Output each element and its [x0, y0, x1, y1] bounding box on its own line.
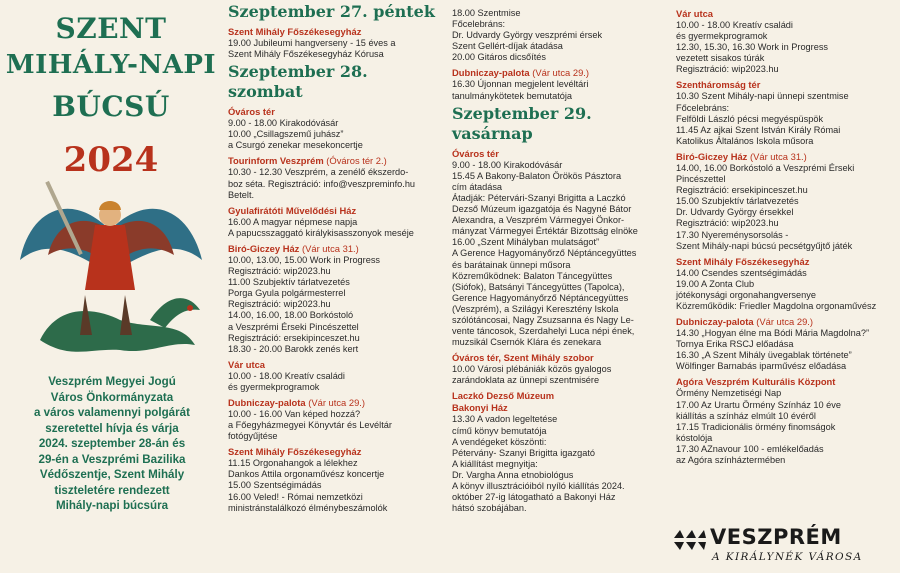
invite-line: Veszprém Megyei Jogú [48, 375, 176, 388]
venue-name: Óváros tér [228, 106, 275, 118]
venue-heading [228, 446, 440, 458]
venue-name: Óváros tér [452, 147, 499, 159]
venue-name: Laczkó Dezső Múzeum [452, 390, 555, 402]
program-line: 19.00 A Zonta Club [676, 278, 755, 289]
program-line: fotógyűjtése [228, 431, 278, 442]
crown-icon [672, 526, 708, 556]
venue-name: Szent Mihály Főszékesegyház [228, 26, 362, 37]
poster-left-panel [0, 0, 222, 573]
program-line: 15.45 A Bakony-Balaton Örökös Pásztora [452, 170, 622, 181]
program-line: 9.00 - 18.00 Kirakodóvásár [452, 159, 563, 170]
program-line: Szent Mihály Főszékesegyház Kórusa [228, 49, 384, 60]
venue-name: Dubniczay-palota [452, 67, 530, 79]
program-line: mányzat Vármegyei Értéktár Bizottság elnöke [452, 226, 638, 237]
program-line: Katolikus Általános Iskola műsora [676, 135, 814, 146]
venue-address: (Vár utca 31.) [299, 242, 359, 254]
invite-line: tiszteletére rendezett [54, 483, 170, 497]
venue-name: Biró-Giczey Ház [228, 242, 300, 254]
program-line: 16.30 „A Szent Mihály üvegablak története” [676, 350, 852, 361]
program-line: Átadják: Pétervári-Szanyi Brigitta a Laczkó [452, 192, 626, 203]
venue-heading [228, 106, 440, 118]
program-line: 15.00 Szentségimádás [228, 480, 322, 491]
venue-address: (Vár utca 31.) [747, 150, 807, 162]
venue-address: (Vár utca 29.) [753, 316, 814, 328]
program-line: és barátainak ünnepi műsora [452, 259, 571, 270]
program-line: jótékonysági orgonahangversenye [676, 289, 816, 300]
program-line: a Veszprémi Érseki Pincészettel [228, 321, 359, 332]
program-line: Tornya Erika RSCJ előadása [676, 339, 794, 350]
program-line: című könyv bemutatója [452, 425, 547, 436]
program-line: Dr. Vargha Anna etnobiológus [452, 469, 574, 480]
program-line: 14.00, 16.00, 18.00 Borkóstoló [228, 310, 354, 321]
venue-heading [676, 316, 896, 328]
venue-name: Biró-Giczey Ház [676, 150, 748, 162]
venue-heading [676, 256, 896, 268]
program-line: Regisztráció: ersekipinceszet.hu [228, 332, 360, 343]
program-line: Regisztráció: wip2023.hu [228, 299, 331, 310]
program-line: Közreműködik: Friedler Magdolna orgonaművész [676, 300, 877, 311]
program-line: A Gerence Hagyományőrző Néptáncegyüttes [452, 248, 637, 259]
venue-heading [452, 390, 662, 402]
program-line: Közreműködnek: Balaton Táncegyüttes [452, 270, 613, 281]
venue-heading [228, 243, 440, 255]
program-line: 12.30, 15.30, 16.30 Work in Progress [676, 42, 829, 53]
invitation-text [14, 374, 210, 514]
program-line: 10.00 Városi plébániák közös gyalogos [452, 364, 612, 375]
program-line: ministránstalálkozó élménybeszámolók [228, 502, 388, 513]
poster-title-line-2: MIHÁLY-NAPI [5, 50, 217, 80]
invite-line: Város Önkormányzata [50, 390, 174, 404]
invite-line: 2024. szeptember 28-án és [38, 437, 186, 450]
venue-name: Vár utca [676, 8, 713, 19]
poster-title-line-3: BÚCSÚ [52, 90, 170, 123]
program-line: Szent Mihály-napi búcsú pecsétgyűjtő játék [676, 240, 853, 251]
venue-heading [228, 26, 440, 38]
venue-address: (Vár utca 29.) [529, 67, 590, 79]
venue-heading [676, 8, 896, 20]
venue-heading [676, 79, 896, 91]
venue-name: Szent Mihály Főszékesegyház [228, 446, 362, 458]
venue-name: Bakonyi Ház [452, 402, 508, 414]
program-line: (Veszprém), a Szilágyi Keresztény Iskola [452, 303, 619, 314]
program-line: 16.00 A magyar népmese napja [228, 216, 358, 227]
archangel-michael-illustration [0, 170, 222, 370]
program-line: Regisztráció: wip2023.hu [228, 266, 331, 277]
invite-line: 29-én a Veszprémi Bazilika [38, 452, 186, 466]
schedule-column-1 [228, 0, 440, 514]
venue-name: Tourinform Veszprém [228, 155, 324, 167]
program-line: és gyermekprogramok [228, 381, 320, 392]
program-line: Wölfinger Barnabás iparművész előadása [676, 361, 847, 372]
veszprem-logo [670, 524, 870, 568]
program-line: A vendégeket köszönti: [452, 436, 547, 447]
program-line: 10.00 - 18.00 Kreatív családi [676, 20, 793, 30]
venue-address: (Vár utca 29.) [305, 396, 366, 408]
venue-name: Szentháromság tér [676, 79, 761, 91]
schedule-column-2 [452, 8, 662, 514]
logo-wordmark: VESZPRÉM [710, 525, 842, 549]
program-line: 10.00, 13.00, 15.00 Work in Progress [228, 254, 381, 265]
venue-heading [452, 67, 662, 79]
program-line: 11.15 Orgonahangok a lélekhez [228, 458, 358, 469]
program-line: a Főegyházmegyei Könyvtár és Levéltár [228, 420, 392, 431]
day-heading: Szeptember 28. szombat [228, 62, 368, 102]
program-line: Betelt. [228, 189, 255, 200]
program-line: 17.30 AZnavour 100 - emlékelőadás [676, 443, 824, 454]
program-line: vente táncosok, Szerdahelyi Luca népi ének, [452, 326, 635, 337]
venue-name: Gyulafirátóti Művelődési Ház [228, 204, 357, 216]
venue-name: Vár utca [228, 358, 265, 370]
program-line: Regisztráció: wip2023.hu [676, 218, 779, 229]
program-line: Dr. Udvardy György veszprémi érsek [452, 30, 603, 41]
program-line: zarándoklata az ünnepi szentmisére [452, 375, 600, 386]
program-line: Dezső Múzeum igazgatója és Nagyné Bátor [452, 204, 632, 215]
program-line: Regisztráció: wip2023.hu [676, 64, 779, 75]
program-line: 10.00 - 18.00 Kreatív családi [228, 370, 345, 381]
poster-title-line-1: SZENT [55, 12, 167, 45]
program-line: Alexandra, a Veszprém Vármegyei Önkor- [452, 215, 625, 226]
program-line: szólótáncosai, Nagy Zsuzsanna és Nagy Le- [452, 314, 634, 325]
program-line: Pétervány- Szanyi Brigitta igazgató [452, 447, 595, 458]
venue-name: Dubniczay-palota [228, 396, 306, 408]
venue-heading [676, 376, 896, 388]
program-line: 17.15 Tradicionális örmény finomságok [676, 421, 836, 432]
venue-name: Agóra Veszprém Kulturális Központ [676, 376, 836, 388]
day-heading: Szeptember 27. péntek [228, 2, 435, 21]
program-line: Dankos Attila orgonaművész koncertje [228, 469, 385, 480]
program-line: tanulmánykötetek bemutatója [452, 90, 573, 101]
program-line: hátsó szobájában. [452, 503, 527, 514]
invite-line: szeretettel hívja és várja [45, 421, 179, 435]
program-line: 16.30 Újonnan megjelent levéltári [452, 79, 589, 90]
venue-heading [228, 359, 440, 371]
program-line: Szent Gellért-díjak átadása [452, 41, 563, 52]
program-line: 19.00 Jubileumi hangverseny - 15 éves a [228, 38, 396, 48]
logo-subtitle: A KIRÁLYNÉK VÁROSA [712, 551, 863, 563]
program-line: Felföldi László pécsi megyéspüspök [676, 113, 824, 124]
program-line: 16.00 Veled! - Római nemzetközi [228, 491, 363, 502]
program-line: 11.45 Az ajkai Szent István Király Római [676, 124, 841, 135]
program-line: kiállítás a színház elmúlt 10 évéről [676, 410, 816, 421]
invite-line: a város valamennyi polgárát [34, 406, 190, 419]
program-line: 9.00 - 18.00 Kirakodóvásár [228, 118, 339, 129]
program-line: Regisztráció: ersekipinceszet.hu [676, 185, 808, 196]
program-line: Pincészettel [676, 174, 726, 185]
invite-line: Mihály-napi búcsúra [55, 499, 169, 512]
program-line: A könyv illusztrációiból nyíló kiállítás 2024. [452, 481, 625, 491]
program-line: boz séta. Regisztráció: info@veszpreminfo.hu [228, 178, 416, 189]
program-line: 18.30 - 20.00 Barokk zenés kert [228, 343, 359, 354]
venue-heading [452, 148, 662, 160]
day-heading: Szeptember 29. vasárnap [452, 103, 592, 143]
program-line: Gerence Hagyományőrző Néptáncegyüttes [452, 292, 629, 303]
program-line: (Siófok), Batsányi Táncegyüttes (Tapolca), [452, 281, 625, 292]
program-line: 15.00 Szubjektív tárlatvezetés [676, 196, 799, 207]
program-line: A kiállítást megnyitja: [452, 458, 538, 469]
program-line: vezetett sisakos túrák [676, 53, 765, 64]
program-line: a Csurgó zenekar mesekoncertje [228, 140, 363, 151]
venue-name: Szent Mihály Főszékesegyház [676, 255, 810, 267]
program-line: cím átadása [452, 181, 503, 192]
program-line: 10.30 - 12.30 Veszprém, a zenélő ékszerdo- [228, 167, 409, 178]
program-line: Örmény Nemzetiségi Nap [676, 388, 782, 399]
program-line: 17.00 Az Urartu Örmény Színház 10 éve [676, 399, 841, 410]
venue-heading [452, 402, 662, 414]
program-line: 14.30 „Hogyan élne ma Bódi Mária Magdolna?” [676, 328, 870, 339]
venue-heading [228, 155, 440, 167]
program-line: 10.30 Szent Mihály-napi ünnepi szentmise [676, 91, 849, 102]
venue-name: Dubniczay-palota [676, 316, 754, 328]
invite-line: Védőszentje, Szent Mihály [39, 468, 185, 481]
program-line: 20.00 Gitáros dicsőítés [452, 52, 546, 63]
venue-address: (Óváros tér 2.) [323, 155, 387, 167]
program-line: A papucsszaggató királykisasszonyok meséje [228, 227, 414, 238]
program-line: az Agóra színháztermében [676, 455, 786, 465]
program-line: 17.30 Nyereménysorsolás - [676, 229, 789, 240]
program-line: 13.30 A vadon legeltetése [452, 414, 558, 425]
program-line: 14.00 Csendes szentségimádás [676, 267, 807, 278]
program-line: muzsikál Csernók Klára és zenekara [452, 337, 602, 348]
venue-heading [228, 205, 440, 217]
program-line: 16.00 „Szent Mihályban mulatságot” [452, 237, 600, 248]
program-line: 10.00 - 16.00 Van képed hozzá? [228, 408, 361, 419]
venue-heading [452, 352, 662, 364]
program-line: Főcelebráns: [676, 102, 730, 113]
program-line: 11.00 Szubjektív tárlatvezetés [228, 277, 350, 288]
venue-heading [676, 151, 896, 163]
program-line: Porga Gyula polgármesterrel [228, 288, 346, 299]
program-line: kóstolója [676, 432, 713, 443]
venue-name: Óváros tér, Szent Mihály szobor [452, 352, 594, 364]
program-line: 10.00 „Csillagszemű juhász” [228, 129, 344, 140]
venue-heading [228, 397, 440, 409]
program-line: 18.00 Szentmise [452, 8, 521, 18]
program-line: Dr. Udvardy György érsekkel [676, 207, 794, 218]
poster-year: 2024 [63, 140, 159, 180]
schedule-column-3 [676, 8, 896, 466]
program-line: október 27-ig látogatható a Bakonyi Ház [452, 492, 616, 503]
program-line: Főcelebráns: [452, 19, 506, 30]
program-line: és gyermekprogramok [676, 31, 768, 42]
program-line: 14.00, 16.00 Borkóstoló a Veszprémi Érseki [676, 162, 855, 173]
